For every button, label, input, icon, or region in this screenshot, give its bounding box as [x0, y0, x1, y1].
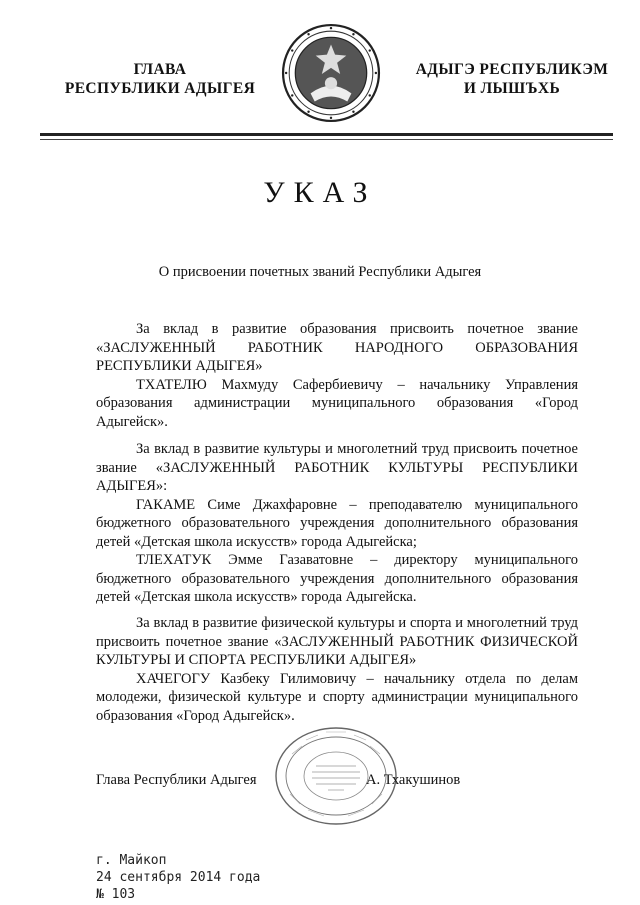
section-education	[96, 320, 578, 431]
recipient-paragraph: ХАЧЕГОГУ Казбеку Гилимовичу – начальнику отдела по делам молодежи, физической культуре и спорту администрации муниципального образования «Город Адыгейск».	[96, 670, 578, 724]
document-number: № 103	[96, 887, 136, 902]
header-divider-thick	[40, 133, 613, 136]
header-right-title	[392, 60, 632, 98]
document-place: г. Майкоп	[96, 853, 167, 868]
signatory-title: Глава Республики Адыгея	[96, 772, 257, 788]
recipient-paragraph: ТЛЕХАТУК Эмме Газаватовне – директору муниципального бюджетного образовательного учреждения дополнительного образования детей «Детская школа искусств» города Адыгейска.	[96, 552, 578, 605]
section-culture	[96, 440, 578, 607]
document-footer	[96, 852, 260, 903]
recipient-paragraph: ГАКАМЕ Симе Джахфаровне – преподавателю муниципального бюджетного образовательного учреждения дополнительного образования детей «Детская школа искусств» города Адыгейска;	[96, 496, 578, 550]
section-intro: За вклад в развитие культуры и многолетний труд присвоить почетное звание «ЗАСЛУЖЕННЫЙ РАБОТНИК КУЛЬТУРЫ РЕСПУБЛИКИ АДЫГЕЯ»:	[96, 441, 578, 494]
header-left-title	[40, 60, 280, 98]
header-right-line1: АДЫГЭ РЕСПУБЛИКЭМ	[415, 61, 609, 78]
section-intro: За вклад в развитие физической культуры и спорта и многолетний труд присвоить почетное звание «ЗАСЛУЖЕННЫЙ РАБОТНИК ФИЗИЧЕСКОЙ КУЛЬТУРЫ И СПОРТА РЕСПУБЛИКИ АДЫГЕЯ»	[96, 615, 578, 668]
signatory-name: А. Тхакушинов	[366, 772, 461, 788]
section-intro: За вклад в развитие образования присвоить почетное звание «ЗАСЛУЖЕННЫЙ РАБОТНИК НАРОДНОГО ОБРАЗОВАНИЯ РЕСПУБЛИКИ АДЫГЕЯ»	[96, 321, 578, 374]
section-sport	[96, 614, 578, 725]
coat-of-arms-icon	[280, 22, 382, 124]
header-right-line2: И ЛЫШЪХЬ	[463, 80, 561, 97]
recipient-paragraph: ТХАТЕЛЮ Махмуду Сафербиевичу – начальнику Управления образования администрации муниципального образования «Город Адыгейск».	[96, 376, 578, 430]
header-divider-thin	[40, 139, 613, 140]
document-subject: О присвоении почетных званий Республики Адыгея	[158, 264, 482, 280]
header-left-line1: ГЛАВА	[133, 61, 187, 78]
document-date: 24 сентября 2014 года	[96, 870, 261, 885]
document-title: УКАЗ	[263, 176, 377, 209]
header-left-line2: РЕСПУБЛИКИ АДЫГЕЯ	[64, 80, 256, 97]
